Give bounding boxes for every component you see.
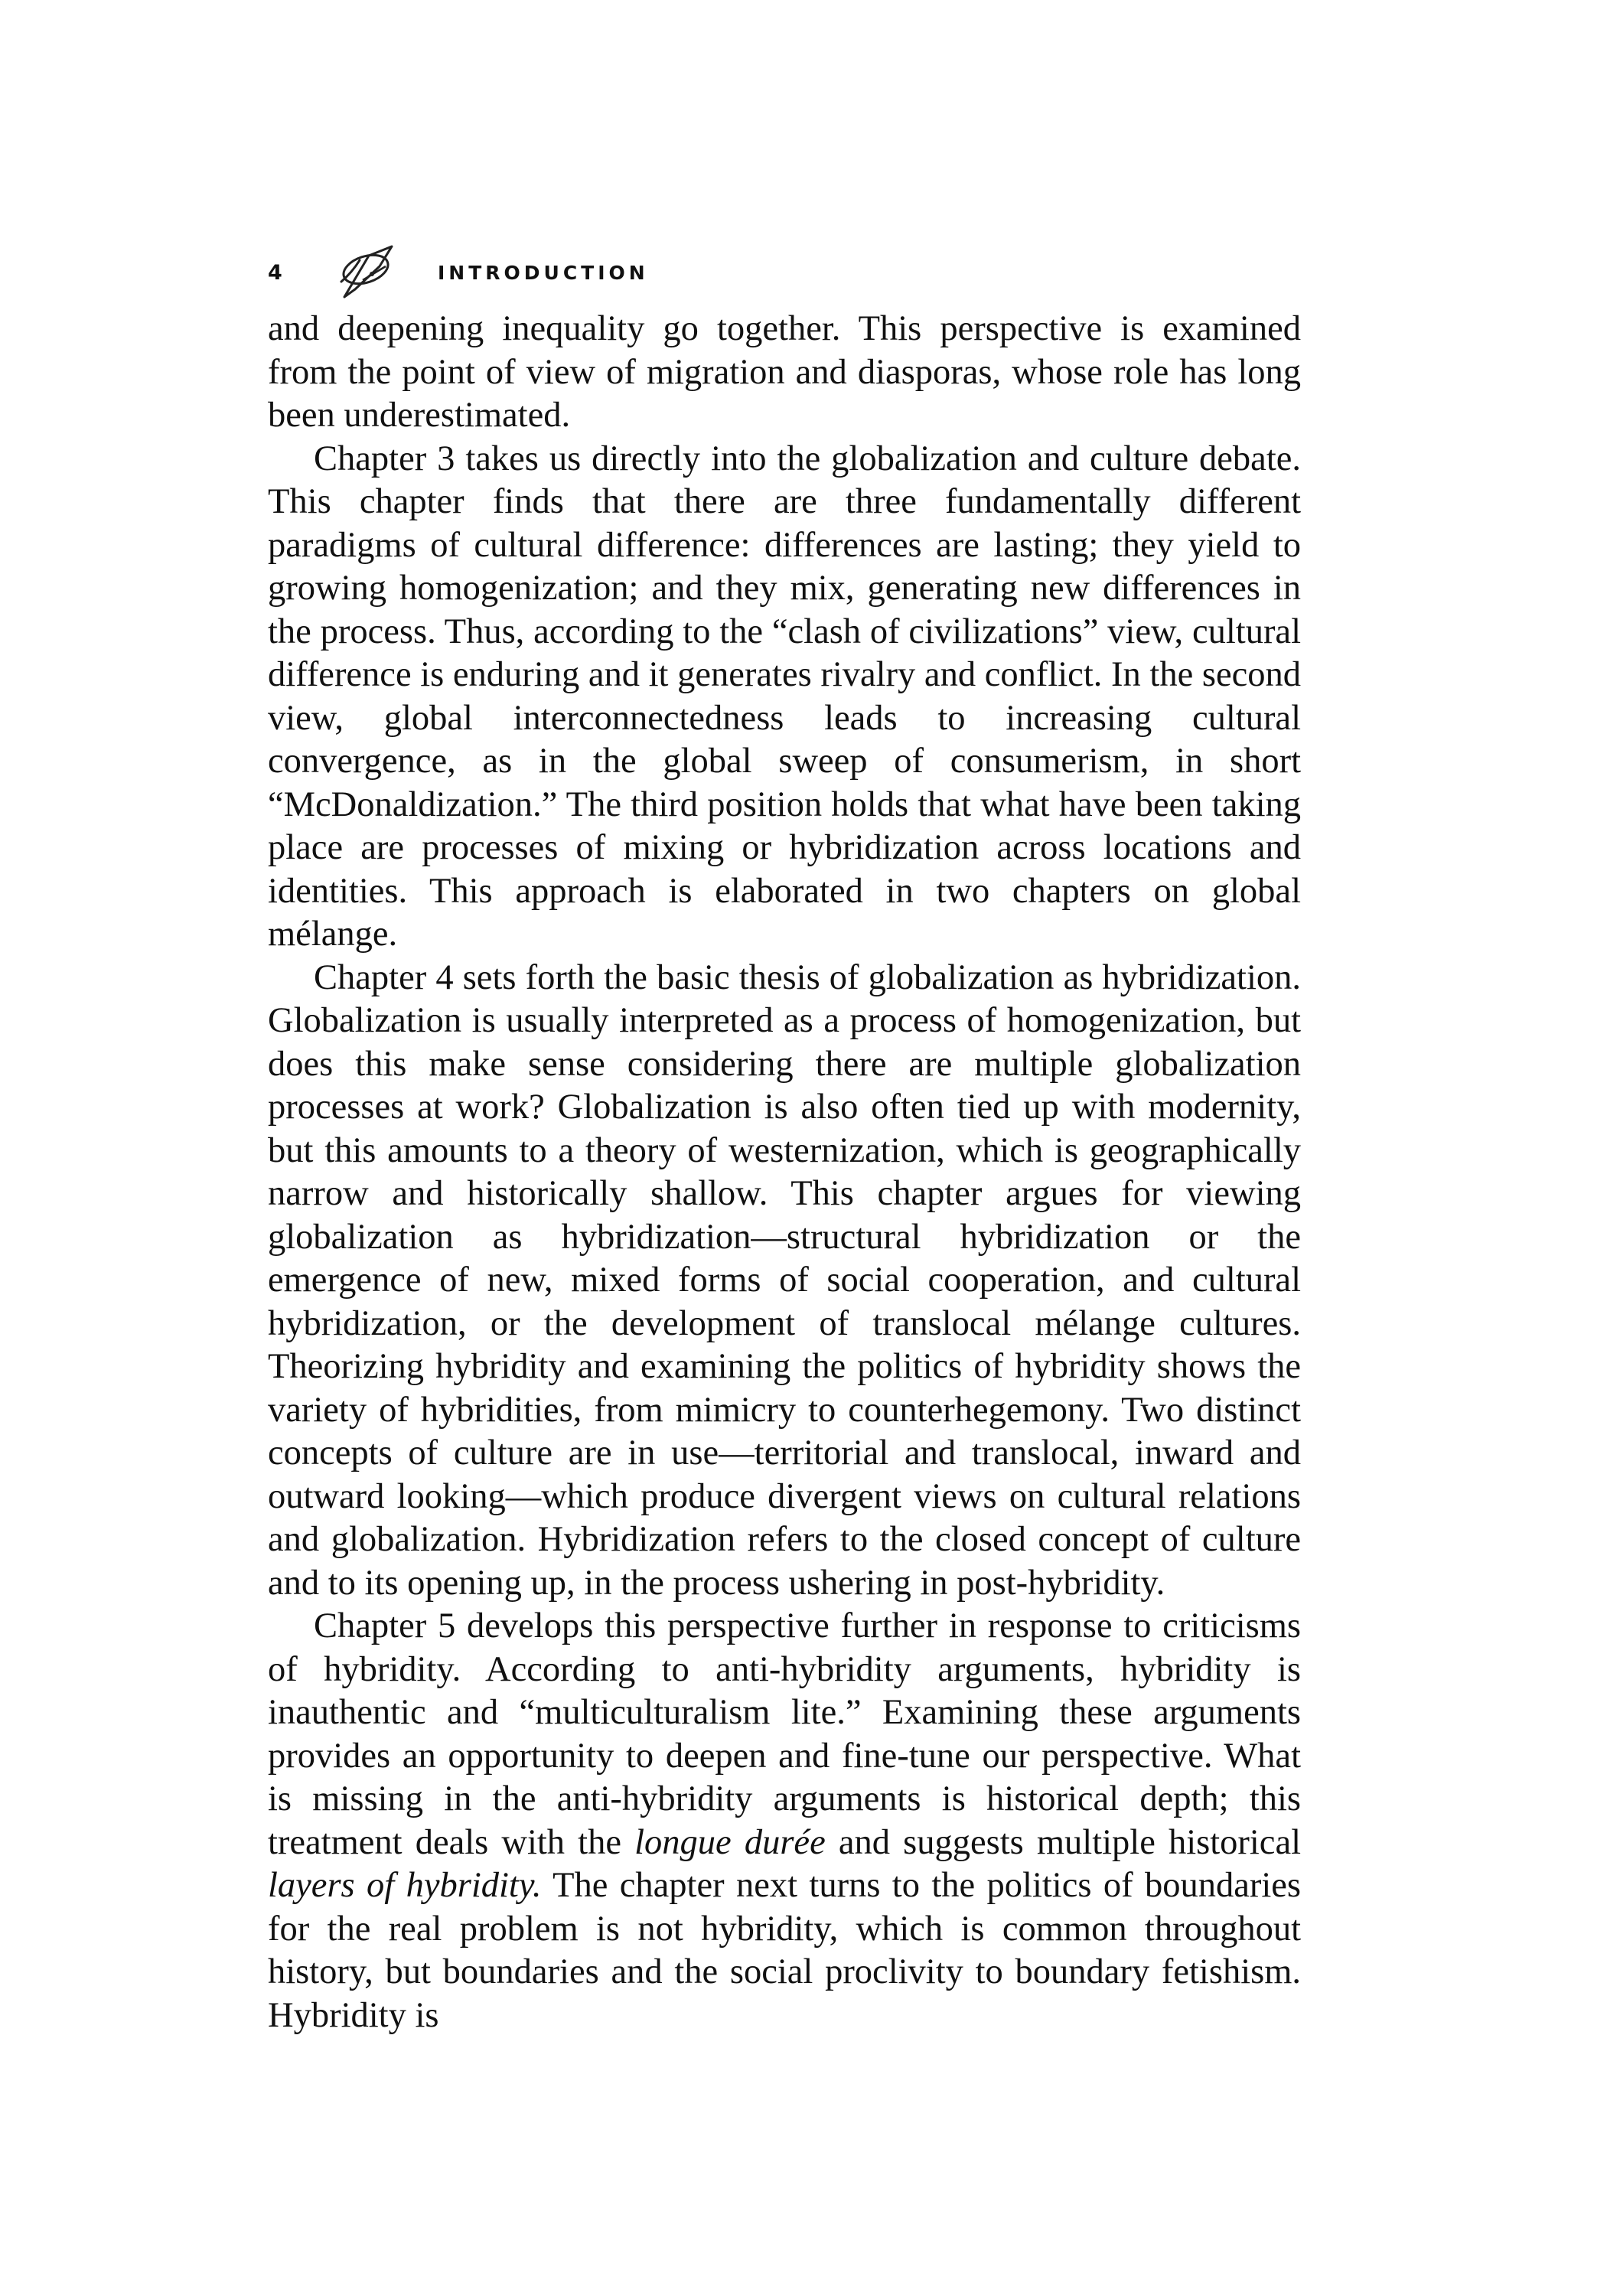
italic-phrase-longue-duree: longue durée	[634, 1822, 826, 1862]
quill-feather-icon	[332, 243, 399, 302]
running-head: INTRODUCTION	[438, 261, 649, 284]
body-text	[268, 308, 1301, 2037]
paragraph-4-text-b: and suggests multiple historical	[825, 1822, 1302, 1862]
paragraph-1: and deepening inequality go together. This perspective is examined from the point of view of migration and diasporas, whose role has long been underestimated.	[268, 309, 1301, 435]
paragraph-4-text-c: The chapter next turns to the politics of boundaries for the real problem is not hybridity, which is common throughout history, but boundaries and the social proclivity to boundary fetishism. Hybridity is	[268, 1866, 1302, 2035]
italic-phrase-layers-of-hybridity: layers of hybridity.	[268, 1866, 542, 1905]
paragraph-2: Chapter 3 takes us directly into the globalization and culture debate. This chapter finds that there are three fundamentally different paradigms of cultural difference: differences are lasting; they yield to growing homogenization; and they mix, generating new differences in the process. Thus, according to the “clash of civilizations” view, cultural difference is enduring and it generates rivalry and conflict. In the second view, global interconnectedness leads to increasing cultural convergence, as in the global sweep of consumerism, in short “McDonaldization.” The third position holds that what have been taking place are processes of mixing or hybridization across locations and identities. This approach is elaborated in two chapters on global mélange.	[268, 439, 1301, 954]
paragraph-3: Chapter 4 sets forth the basic thesis of globalization as hybridization. Globalization is usually interpreted as a process of homogenization, but does this make sense considering there are multiple globalization processes at work? Globalization is also often tied up with modernity, but this amounts to a theory of westernization, which is geographically narrow and historically shallow. This chapter argues for viewing globalization as hybridization—structural hybridization or the emergence of new, mixed forms of social cooperation, and cultural hybridization, or the development of translocal mélange cultures. Theorizing hybridity and examining the politics of hybridity shows the variety of hybridities, from mimicry to counterhegemony. Two distinct concepts of culture are in use—territorial and translocal, inward and outward looking—which produce divergent views on cultural relations and globalization. Hybridization refers to the closed concept of culture and to its opening up, in the process ushering in post-hybridity.	[268, 957, 1301, 1603]
page-header	[268, 243, 649, 302]
paragraph-4-text-a: Chapter 5 develops this perspective further in response to criticisms of hybridity. According to anti-hybridity arguments, hybridity is inauthentic and “multiculturalism lite.” Examining these arguments provides an opportunity to deepen and fine-tune our perspective. What is missing in the anti-hybridity arguments is historical depth; this treatment deals with the	[268, 1606, 1301, 1862]
paragraph-4	[268, 1605, 1301, 2037]
page-number: 4	[268, 260, 282, 285]
